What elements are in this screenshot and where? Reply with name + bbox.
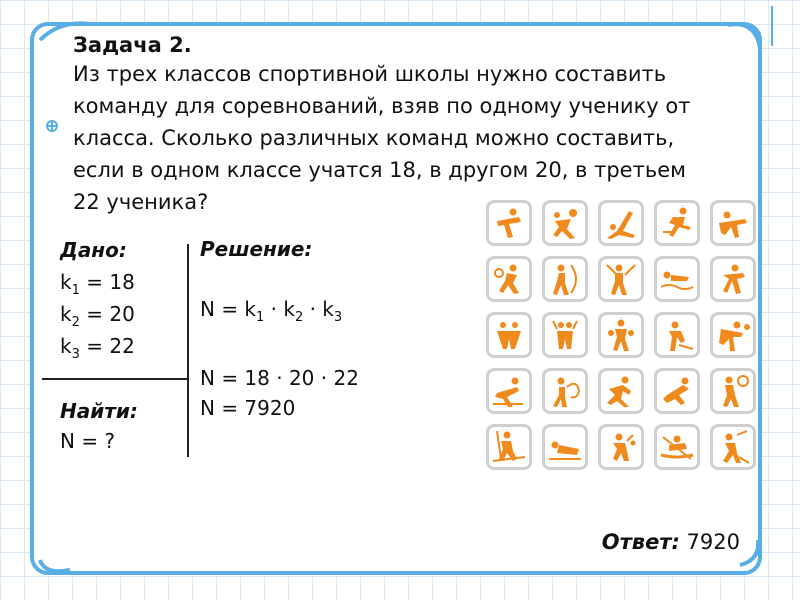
- canoe-icon: [654, 424, 700, 470]
- find-value: N = ?: [60, 429, 116, 453]
- solution-block: [200, 234, 359, 423]
- swimming-icon: [654, 256, 700, 302]
- answer-label: Ответ:: [601, 530, 680, 554]
- rowing-icon: [486, 368, 532, 414]
- boxing-icon: [598, 312, 644, 358]
- biathlon-icon: [710, 424, 756, 470]
- given-k3: $k_3 = 22$: [60, 334, 135, 362]
- task-line: класса. Сколько различных команд можно составить,: [73, 126, 675, 150]
- badminton-icon: [486, 256, 532, 302]
- answer: [602, 530, 740, 554]
- solution-calc: N = 18 · 20 · 22: [200, 366, 359, 390]
- tennis-icon: [710, 368, 756, 414]
- solution-label: Решение:: [200, 237, 313, 261]
- table-tennis-icon: [598, 424, 644, 470]
- long-jump-icon: [654, 368, 700, 414]
- solution-formula: $N = k_1 \cdot k_2 \cdot k_3$: [200, 297, 343, 325]
- gymnastics-icon: [598, 200, 644, 246]
- answer-value: 7920: [679, 530, 740, 554]
- find-block: [60, 396, 138, 456]
- rhythmic-gymnastics-icon: [542, 368, 588, 414]
- find-label: Найти:: [60, 399, 138, 423]
- handball-icon: [710, 312, 756, 358]
- wrestling-icon: [486, 312, 532, 358]
- task-line: если в одном классе учатся 18, в другом 20, в третьем: [73, 158, 686, 182]
- solution-result: N = 7920: [200, 396, 296, 420]
- fencing-icon: [598, 256, 644, 302]
- archery-icon: [542, 256, 588, 302]
- hurdles-icon: [654, 200, 700, 246]
- given-k2: $k_2 = 20$: [60, 302, 135, 330]
- task-line: команду для соревнований, взяв по одному ученику от: [73, 94, 691, 118]
- triathlon-icon: [654, 312, 700, 358]
- synchronized-swimming-icon: [542, 312, 588, 358]
- divider-horizontal: [42, 378, 188, 380]
- skiing-icon: [486, 424, 532, 470]
- given-k1: $k_1 = 18$: [60, 270, 135, 298]
- bobsleigh-icon: [542, 424, 588, 470]
- given-block: [60, 234, 135, 362]
- task-line: 22 ученика?: [73, 190, 209, 214]
- task-title: Задача 2.: [73, 33, 192, 57]
- shooting-icon: [710, 256, 756, 302]
- divider-vertical: [187, 244, 189, 457]
- given-label: Дано:: [60, 238, 127, 262]
- judo-icon: [486, 200, 532, 246]
- volleyball-icon: [542, 200, 588, 246]
- task-line: Из трех классов спортивной школы нужно составить: [73, 62, 667, 86]
- weightlifting-icon: [710, 200, 756, 246]
- task-text: [73, 58, 753, 218]
- running-icon: [598, 368, 644, 414]
